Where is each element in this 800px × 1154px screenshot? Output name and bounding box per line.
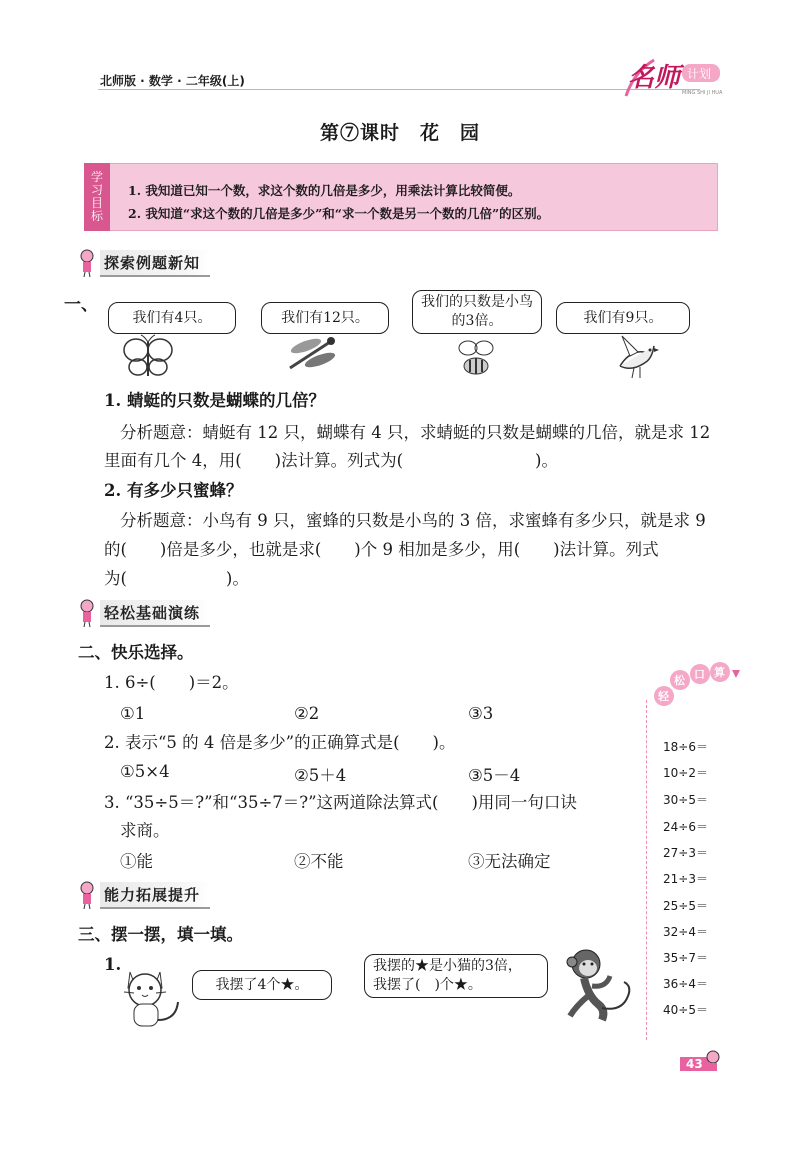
page-number: 43 — [680, 1057, 709, 1071]
choice-option: ③无法确定 — [468, 852, 551, 871]
choice-option: ③5－4 — [468, 766, 521, 785]
monkey-bubble-line: 我摆的★是小猫的3倍， — [373, 958, 522, 974]
logo-text: 名师 — [628, 63, 681, 93]
choice-question-3: 3. “35÷5＝?”和“35÷7＝?”这两道除法算式( )用同一句口诀 — [104, 793, 577, 812]
sidebar-title-char: 口 — [694, 668, 705, 681]
choice-option: ②5＋4 — [294, 766, 347, 785]
question-2-analysis: 为( )。 — [104, 569, 249, 588]
monkey-bubble-line: 我摆了( )个★。 — [373, 977, 482, 993]
girl-mascot-icon — [76, 598, 98, 628]
goal-tab-char: 标 — [90, 209, 103, 223]
oral-calc-item: 32÷4＝ — [663, 925, 708, 939]
logo-sub: 计划 — [687, 67, 712, 81]
choice-option: ①能 — [120, 852, 153, 871]
book-info: 北师版 · 数学 · 二年级(上) — [100, 74, 245, 88]
section-heading-label: 探索例题新知 — [100, 250, 210, 277]
choice-question-3: 求商。 — [120, 821, 170, 840]
section-heading-extend — [74, 880, 244, 912]
goal-tab-char: 学 — [90, 170, 103, 184]
girl-mascot-icon — [76, 880, 98, 910]
header-rule — [98, 89, 700, 90]
oral-calc-item: 40÷5＝ — [663, 1003, 708, 1017]
oral-calc-item: 24÷6＝ — [663, 820, 708, 834]
monkey-icon — [562, 946, 634, 1028]
oral-calc-item: 25÷5＝ — [663, 899, 708, 913]
question-2-analysis: 的( )倍是多少，也就是求( )个 9 相加是多少，用( )法计算。列式 — [104, 540, 659, 559]
choice-option: ②不能 — [294, 852, 344, 871]
speech-bubble-monkey — [364, 954, 548, 998]
question-1-title: 1. 蜻蜓的只数是蝴蝶的几倍？ — [104, 391, 325, 410]
goal-item: 1. 我知道已知一个数，求这个数的几倍是多少，用乘法计算比较简便。 — [128, 183, 521, 198]
section-heading-label: 轻松基础演练 — [100, 600, 210, 627]
oral-calc-item: 27÷3＝ — [663, 846, 708, 860]
goal-tab-char: 习 — [90, 183, 103, 197]
sidebar-title-char: 算 — [714, 666, 725, 679]
section-2-title: 二、快乐选择。 — [78, 643, 194, 662]
brand-logo — [624, 52, 724, 102]
dragonfly-icon — [284, 336, 340, 372]
goal-tab-char: 目 — [90, 196, 103, 210]
oral-calc-item: 36÷4＝ — [663, 977, 708, 991]
oral-calc-item: 10÷2＝ — [663, 766, 708, 780]
choice-option: ②2 — [294, 704, 320, 723]
section-heading-practice — [74, 598, 244, 630]
page-title: 第⑦课时 花 园 — [319, 122, 480, 144]
sidebar-title-char: 轻 — [658, 690, 669, 703]
section-number: 一、 — [64, 295, 98, 315]
section-3-title: 三、摆一摆，填一填。 — [78, 925, 243, 944]
girl-mascot-icon — [76, 248, 98, 278]
choice-option: ①1 — [120, 704, 146, 723]
question-1-analysis: 里面有几个 4，用( )法计算。列式为( )。 — [104, 451, 558, 470]
section-heading-explore — [74, 248, 244, 280]
cat-icon — [120, 962, 184, 1030]
choice-question-1: 1. 6÷( )＝2。 — [104, 673, 239, 692]
bird-icon — [612, 332, 660, 380]
speech-bubble-bee: 我们的只数是小鸟的3倍。 — [412, 290, 542, 334]
learning-goals-tab — [84, 163, 110, 231]
oral-calc-item: 30÷5＝ — [663, 793, 708, 807]
choice-option: ③3 — [468, 704, 494, 723]
sidebar-title-char: 松 — [674, 674, 685, 687]
butterfly-icon — [122, 334, 174, 380]
girl-mascot-icon — [702, 1050, 724, 1074]
speech-bubble-cat: 我摆了4个★。 — [192, 970, 332, 1000]
oral-calc-item: 18÷6＝ — [663, 740, 708, 754]
oral-calc-item: 35÷7＝ — [663, 951, 708, 965]
speech-bubble-bird: 我们有9只。 — [556, 302, 690, 334]
question-2-analysis: 分析题意：小鸟有 9 只，蜜蜂的只数是小鸟的 3 倍，求蜜蜂有多少只，就是求 9 — [120, 511, 706, 530]
oral-calc-item: 21÷3＝ — [663, 872, 708, 886]
speech-bubble-dragonfly: 我们有12只。 — [261, 302, 389, 334]
question-1-analysis: 分析题意：蜻蜓有 12 只，蝴蝶有 4 只，求蜻蜓的只数是蝴蝶的几倍，就是求 12 — [120, 423, 711, 442]
goal-item: 2. 我知道“求这个数的几倍是多少”和“求一个数是另一个数的几倍”的区别。 — [128, 206, 550, 221]
choice-question-2: 2. 表示“5 的 4 倍是多少”的正确算式是( )。 — [104, 733, 456, 752]
choice-option: ①5×4 — [120, 762, 170, 781]
speech-bubble-butterfly: 我们有4只。 — [108, 302, 236, 334]
bee-icon — [456, 338, 496, 380]
question-2-title: 2. 有多少只蜜蜂？ — [104, 481, 243, 500]
logo-pinyin: MING SHI JI HUA — [682, 90, 723, 96]
section-heading-label: 能力拓展提升 — [100, 882, 210, 909]
question-number: 1. — [104, 955, 122, 974]
